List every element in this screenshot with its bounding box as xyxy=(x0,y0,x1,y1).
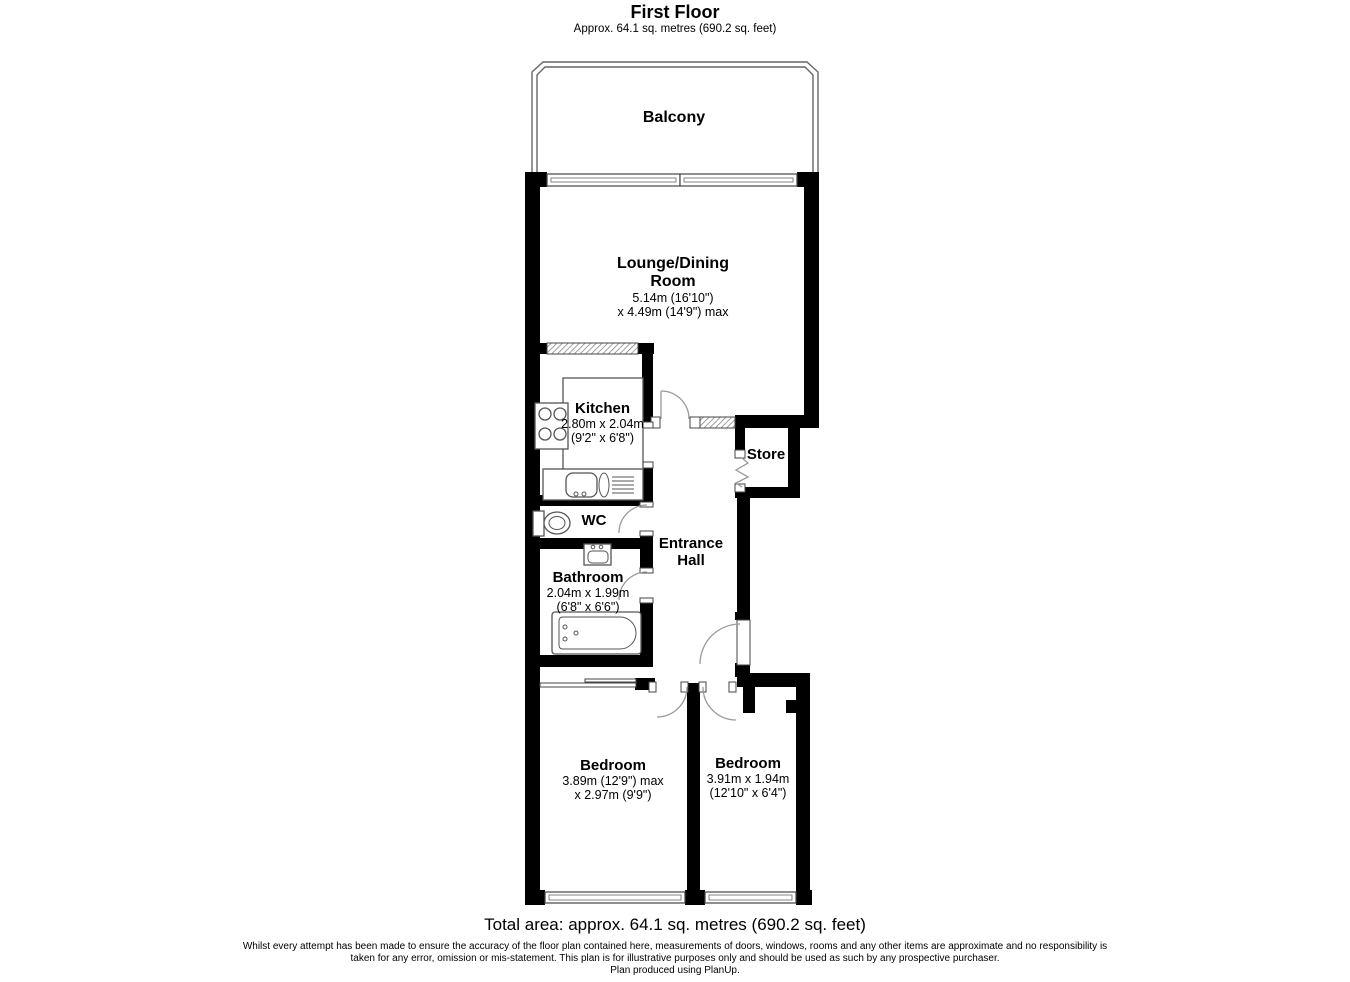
room-name: Store xyxy=(746,446,786,463)
wall-segment xyxy=(786,700,796,713)
disclaimer-line: Plan produced using PlanUp. xyxy=(610,965,740,976)
front-door-arc xyxy=(700,624,740,664)
lounge-balcony-windows xyxy=(547,174,797,186)
wall-segment xyxy=(743,687,755,713)
room-dimensions: (12'10" x 6'4") xyxy=(709,786,787,800)
room-label-lounge xyxy=(563,255,783,319)
room-dimensions: x 2.97m (9'9") xyxy=(574,788,652,802)
wall-segment xyxy=(525,343,547,354)
door-frame xyxy=(642,462,653,468)
room-name: Entrance xyxy=(658,535,724,552)
room-dimensions: x 4.49m (14'9") max xyxy=(617,305,729,319)
room-label-wc xyxy=(564,512,624,529)
room-name: Bedroom xyxy=(715,755,781,772)
wall-segment xyxy=(735,612,750,620)
room-name: Bedroom xyxy=(580,757,646,774)
room-dimensions: 5.14m (16'10") xyxy=(632,291,714,305)
room-dimensions: 3.89m (12'9") max xyxy=(562,774,664,788)
wall-segment xyxy=(796,890,812,905)
bathtub-icon xyxy=(552,612,641,654)
room-name: Room xyxy=(650,273,696,290)
room-label-entrance-hall xyxy=(641,535,741,569)
door-frame xyxy=(649,682,656,692)
room-label-kitchen xyxy=(540,400,665,445)
window-inner xyxy=(709,895,792,900)
room-dimensions: (6'8" x 6'6") xyxy=(556,600,620,614)
wall-segment xyxy=(525,890,545,905)
room-name: Lounge/Dining xyxy=(617,255,729,272)
wall-segment xyxy=(685,890,705,905)
room-label-bathroom xyxy=(523,569,653,614)
toilet-cistern xyxy=(533,511,544,536)
door-frame xyxy=(690,417,700,428)
room-label-balcony xyxy=(594,109,754,127)
disclaimer-line: taken for any error, omission or mis-statement. This plan is for illustrative purposes only and should be used as such by any prospective purchaser. xyxy=(350,953,1000,964)
plan-subtitle: Approx. 64.1 sq. metres (690.2 sq. feet) xyxy=(573,23,777,35)
room-label-bedroom1 xyxy=(533,757,693,802)
sink-icon xyxy=(566,473,597,497)
kitchen-internal-window xyxy=(547,343,638,354)
front-door-leaf xyxy=(737,620,750,665)
door-frame xyxy=(729,682,736,692)
room-label-store xyxy=(731,446,801,463)
plan-title: First Floor xyxy=(630,2,720,22)
room-dimensions: 3.91m x 1.94m xyxy=(706,772,790,786)
room-label-bedroom2 xyxy=(688,755,808,800)
window-inner xyxy=(684,178,793,182)
wall-segment xyxy=(525,655,653,667)
room-dimensions: 2.04m x 1.99m xyxy=(546,586,630,600)
room-name: Balcony xyxy=(642,109,706,126)
bedroom-windows xyxy=(545,892,796,903)
thin-wall-bedroom1-step xyxy=(585,679,636,682)
wall-segment xyxy=(735,415,819,428)
room-dimensions: (9'2" x 6'8") xyxy=(571,431,634,445)
hall-internal-window xyxy=(700,417,735,428)
total-area-text: Total area: approx. 64.1 sq. metres (690.2 sq. feet) xyxy=(484,915,866,934)
room-name: Bathroom xyxy=(552,569,624,586)
wall-segment xyxy=(804,172,819,418)
room-dimensions: 2.80m x 2.04m xyxy=(561,417,644,431)
room-name: Kitchen xyxy=(574,400,630,417)
room-name: WC xyxy=(581,512,607,529)
window-inner xyxy=(551,178,676,182)
window-inner xyxy=(549,895,681,900)
room-name: Hall xyxy=(677,552,705,569)
disclaimer-line: Whilst every attempt has been made to ensure the accuracy of the floor plan contained here, measurements of doors, windows, rooms and any other items are approximate and no responsibility is xyxy=(242,941,1108,952)
thin-wall-bedroom1 xyxy=(540,683,636,687)
lounge-door-arc xyxy=(661,391,689,419)
